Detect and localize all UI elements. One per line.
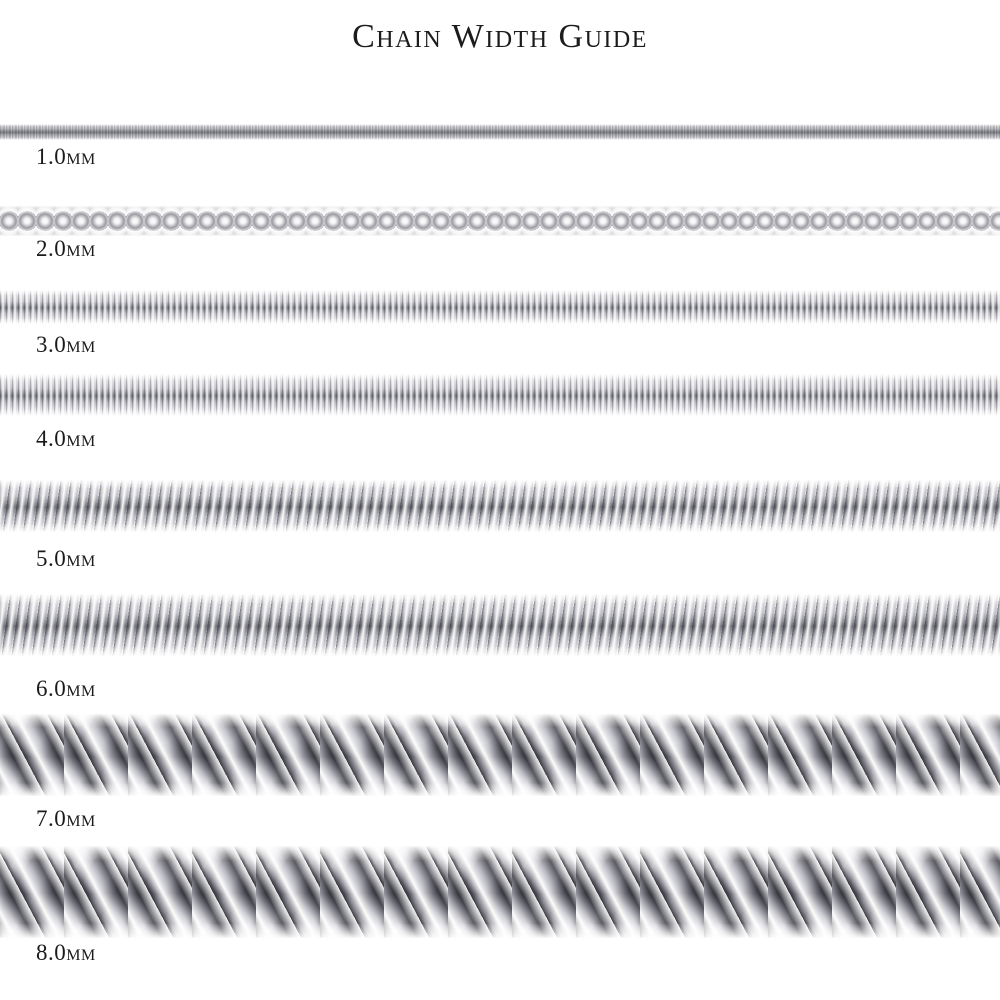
chain-label-1mm: 1.0mm bbox=[36, 144, 96, 169]
chain-sample-7mm bbox=[0, 714, 1000, 796]
chain-label-8mm: 8.0mm bbox=[36, 940, 96, 965]
chain-sample-3mm bbox=[0, 290, 1000, 324]
chain-sample-2mm bbox=[0, 206, 1000, 236]
chain-sample-4mm bbox=[0, 374, 1000, 416]
page-title: Chain Width Guide bbox=[352, 18, 648, 55]
chain-sample-5mm bbox=[0, 480, 1000, 532]
chain-label-6mm: 6.0mm bbox=[36, 676, 96, 701]
chain-sample-1mm bbox=[0, 124, 1000, 140]
chain-sample-6mm bbox=[0, 594, 1000, 656]
chain-label-4mm: 4.0mm bbox=[36, 426, 96, 451]
chain-label-5mm: 5.0mm bbox=[36, 546, 96, 571]
chain-sample-8mm bbox=[0, 846, 1000, 938]
chain-label-2mm: 2.0mm bbox=[36, 236, 96, 261]
chain-label-3mm: 3.0mm bbox=[36, 332, 96, 357]
chain-label-7mm: 7.0mm bbox=[36, 806, 96, 831]
